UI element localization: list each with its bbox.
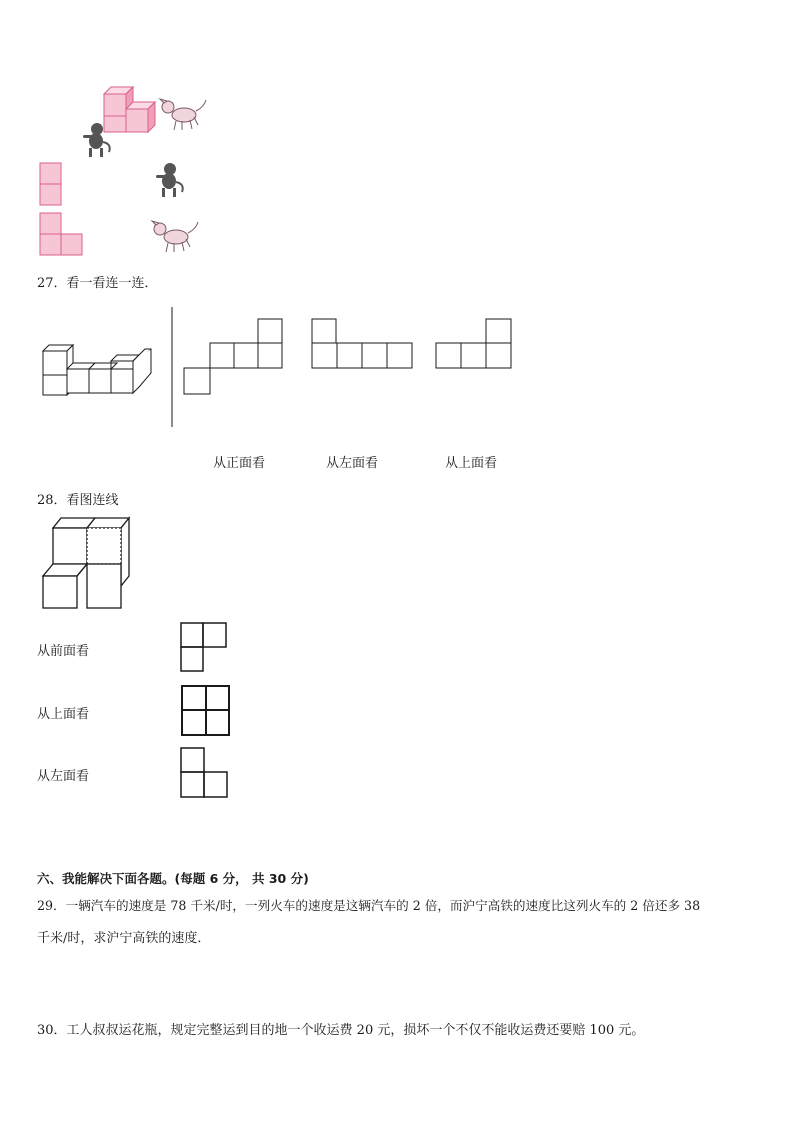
q27-divider [171,307,175,427]
q29-line1: 29．一辆汽车的速度是 78 千米/时，一列火车的速度是这辆汽车的 2 倍，而沪宁高铁的速度比这列火车的 2 倍还多 38 [37,898,701,913]
q28-title: 28．看图连线 [37,493,119,508]
monkey-icon [79,122,113,158]
q27-view-a [182,318,282,396]
q27-view-c [435,318,513,370]
q28-view-top [180,684,232,738]
dog-icon [150,219,200,255]
q27-label-front: 从正面看 [213,456,266,471]
q27-cube-model [41,345,153,393]
q27-view-b [311,318,413,370]
monkey-icon [152,162,186,198]
view-shape-l [39,212,85,256]
q27-label-left: 从左面看 [326,456,379,471]
view-shape-vertical-two [39,162,63,206]
q28-view-front [179,621,229,673]
q28-label-front: 从前面看 [37,644,90,659]
dog-icon [158,97,208,133]
q28-label-left: 从左面看 [37,769,90,784]
q27-title: 27．看一看连一连． [37,276,158,291]
q28-label-top: 从上面看 [37,707,90,722]
q30-line1: 30．工人叔叔运花瓶，规定完整运到目的地一个收运费 20 元，损坏一个不仅不能收运费还要赔 100 元。 [37,1023,645,1038]
q28-view-left [179,746,231,800]
section6-heading: 六、我能解决下面各题。(每题 6 分， 共 30 分) [37,871,309,886]
q27-label-top: 从上面看 [445,456,498,471]
q29-line2: 千米/时，求沪宁高铁的速度． [37,931,211,946]
q28-cube-model [39,516,131,612]
